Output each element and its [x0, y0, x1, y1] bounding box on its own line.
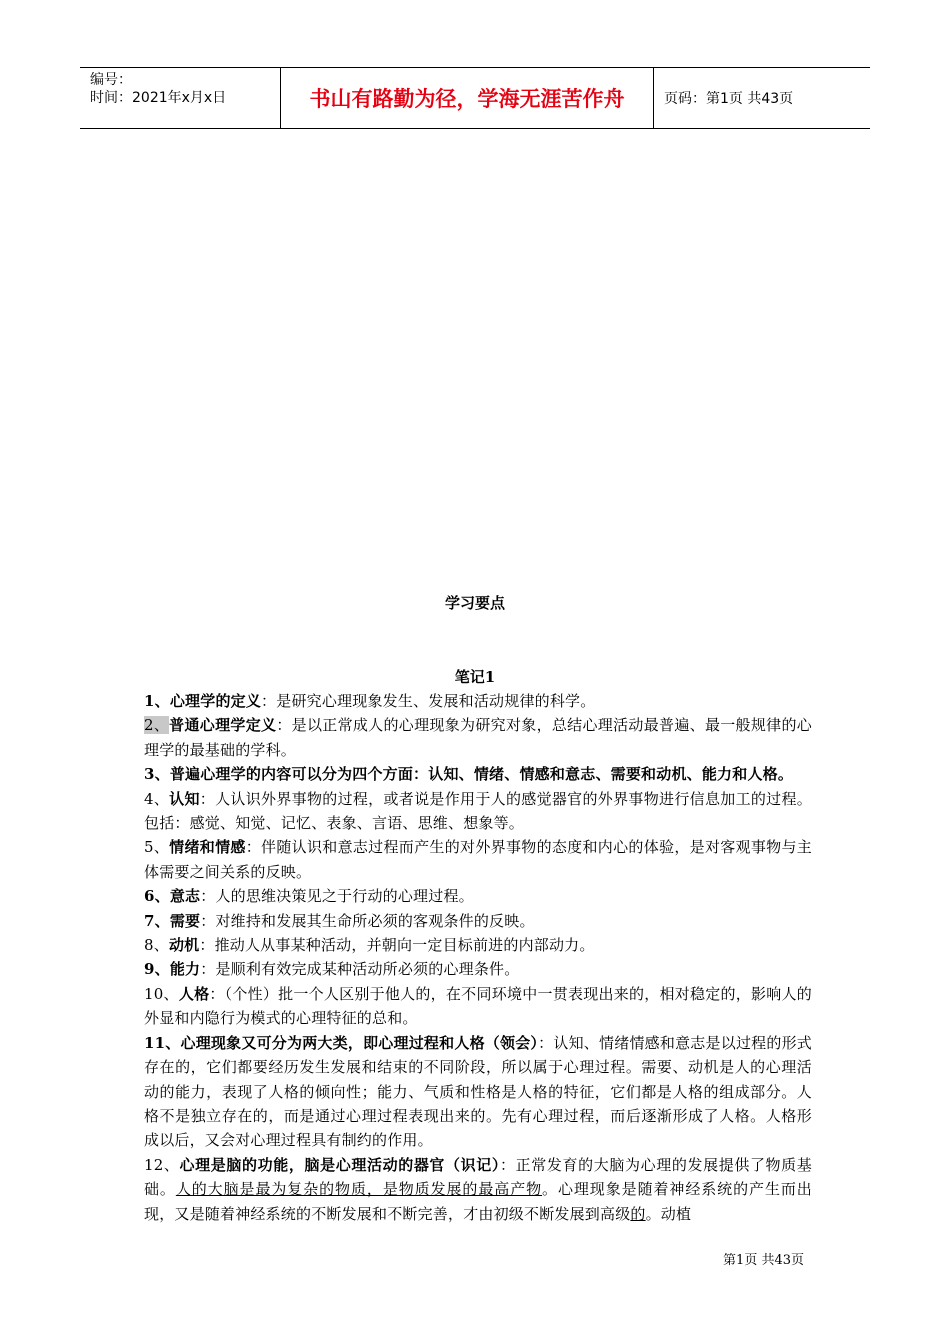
term-label: 心理学的定义	[169, 692, 262, 710]
paragraph-text: 认知、情绪情感和意志是以过程的形式存在的，它们都要经历发生发展和结束的不同阶段，所以属于心理过程。需要、动机是人的心理活动的能力，表现了人格的倾向性；能力、气质和性格是人格的特征，它们都是人格的组成部分。人格不是独立存在的，而是通过心理过程表现出来的。先有心理过程，而后逐渐形成了人格。人格形成以后，又会对心理过程具有制约的作用。	[144, 1033, 813, 1150]
term-label: 能力	[169, 960, 201, 979]
term-label: 情绪和情感	[169, 838, 246, 857]
paragraph-text: 是研究心理现象发生、发展和活动规律的科学。	[276, 692, 596, 710]
term-label: 需要	[169, 911, 201, 930]
colon: ：	[209, 984, 225, 1003]
paragraph-7	[144, 909, 812, 933]
underlined-text: 人的大脑是最为复杂的物质，是物质发展的最高产物	[175, 1180, 543, 1199]
paragraph-number: 1、	[144, 692, 170, 710]
term-label: 意志	[169, 887, 201, 906]
paragraph-number: 7、	[144, 911, 170, 930]
paragraph-6	[144, 884, 812, 908]
header-page-info: 页码：第1页 共43页	[664, 91, 794, 107]
paragraph-number: 12、	[144, 1155, 180, 1174]
paragraph-4	[144, 787, 812, 836]
paragraph-number: 9、	[144, 960, 170, 979]
colon: ：	[200, 887, 216, 906]
header-motto: 书山有路勤为径，学海无涯苦作舟	[281, 68, 654, 128]
paragraph-2	[144, 713, 812, 762]
paragraph-5	[144, 835, 812, 884]
header-table	[80, 67, 870, 129]
serial-label: 编号：	[90, 72, 132, 88]
underlined-text: 的	[630, 1204, 646, 1223]
paragraph-text: （个性）批一个人区别于他人的，在不同环境中一贯表现出来的，相对稳定的，影响人的外显和内隐行为模式的心理特征的总和。	[144, 984, 813, 1028]
paragraph-text: 。心理现象是随着神经系统的产生而出现，又是随着神经系统的不断发展和不断完善，才由初级不断发展到高级	[144, 1180, 812, 1223]
term-label: 认知	[169, 789, 200, 808]
term-label: 动机	[168, 936, 200, 955]
colon: ：	[276, 716, 292, 735]
paragraph-number: 8、	[144, 936, 169, 955]
term-label: 心理是脑的功能，脑是心理活动的器官（识记）	[179, 1155, 501, 1174]
paragraph-10	[144, 982, 812, 1031]
paragraph-text: 对维持和发展其生命所必须的客观条件的反映。	[215, 911, 535, 930]
colon: ：	[500, 1155, 516, 1174]
paragraph-number: 6、	[144, 887, 170, 906]
paragraph-number: 4、	[144, 789, 170, 808]
paragraph-11	[144, 1031, 812, 1153]
paragraph-text: 是顺利有效完成某种活动所必须的心理条件。	[215, 960, 520, 979]
paragraph-number: 5、	[144, 838, 170, 857]
date-label: 时间：2021年x月x日	[90, 90, 227, 106]
header-info-cell	[80, 68, 281, 128]
colon: ：	[199, 936, 215, 955]
colon: ：	[261, 692, 277, 710]
paragraph-text: 是以正常成人的心理现象为研究对象，总结心理活动最普遍、最一般规律的心理学的最基础的学科。	[144, 716, 812, 759]
paragraph-text: 伴随认识和意志过程而产生的对外界事物的态度和内心的体验，是对客观事物与主体需要之间关系的反映。	[144, 838, 812, 881]
paragraph-9	[144, 957, 812, 981]
term-label: 11、心理现象又可分为两大类，即心理过程和人格（领会）	[144, 1033, 539, 1052]
colon: ：	[245, 838, 262, 857]
footer-page-number: 第1页 共43页	[723, 1253, 804, 1268]
paragraph-number: 10、	[144, 984, 179, 1003]
paragraph-12	[144, 1153, 812, 1226]
paragraph-text: 人的思维决策见之于行动的心理过程。	[215, 887, 474, 906]
colon: ：	[200, 911, 216, 930]
paragraph-text: 。动植	[645, 1204, 692, 1223]
paragraph-3: 3、普遍心理学的内容可以分为四个方面：认知、情绪、情感和意志、需要和动机、能力和人格。	[144, 765, 794, 784]
paragraph-number: 2、	[144, 716, 170, 735]
document-body	[144, 689, 812, 1226]
paragraph-text: 人认识外界事物的过程，或者说是作用于人的感觉器官的外界事物进行信息加工的过程。包括：感觉、知觉、记忆、表象、言语、思维、想象等。	[144, 789, 813, 833]
note-heading: 笔记1	[454, 668, 496, 686]
colon: ：	[200, 960, 216, 979]
paragraph-text: 正常发育的大脑为心理的发展提供了物质基础。	[144, 1155, 812, 1199]
paragraph-1	[144, 689, 812, 713]
paragraph-text: 推动人从事某种活动，并朝向一定目标前进的内部动力。	[214, 936, 595, 955]
colon: ：	[199, 789, 216, 808]
term-label: 人格	[178, 984, 210, 1003]
term-label: 普通心理学定义	[169, 716, 277, 735]
colon: ：	[538, 1033, 554, 1052]
document-title: 学习要点	[444, 594, 505, 612]
paragraph-8	[144, 933, 812, 957]
